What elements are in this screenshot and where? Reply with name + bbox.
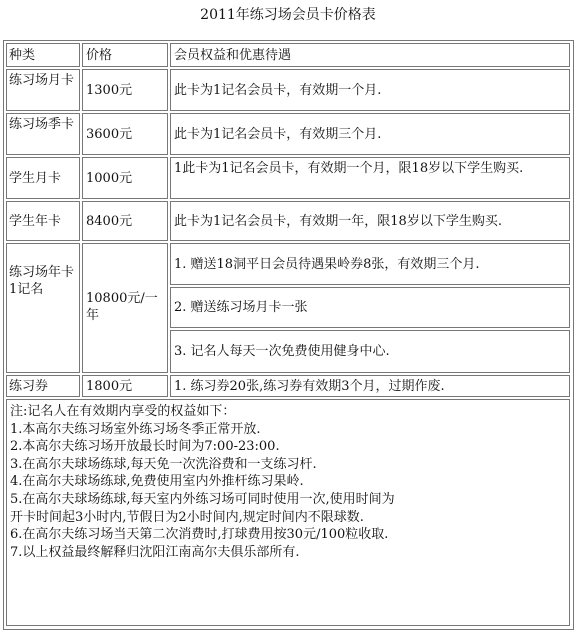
row-monthly-price: 1300元 — [82, 69, 168, 111]
header-benefits: 会员权益和优惠待遇 — [170, 43, 570, 67]
row-student-yearly-type: 学生年卡 — [6, 201, 80, 241]
header-type: 种类 — [6, 43, 80, 67]
row-student-monthly-benefit: 1此卡为1记名会员卡，有效期一个月，限18岁以下学生购买. — [170, 157, 570, 199]
row-quarterly-type: 练习场季卡 — [6, 113, 80, 155]
row-voucher-benefit: 1. 练习券20张,练习券有效期3个月，过期作废. — [170, 375, 570, 397]
row-voucher-type: 练习券 — [6, 375, 80, 397]
row-student-yearly-price: 8400元 — [82, 201, 168, 241]
row-annual-type: 练习场年卡 1记名 — [6, 243, 80, 373]
row-monthly-benefit: 此卡为1记名会员卡，有效期一个月. — [170, 69, 570, 111]
row-voucher-price: 1800元 — [82, 375, 168, 397]
row-annual-price: 10800元/一年 — [82, 243, 168, 373]
notes-cell — [6, 399, 570, 626]
note-line: 5.在高尔夫球场练球,每天室内外练习场可同时使用一次,使用时间为 — [10, 491, 395, 507]
row-annual-benefit-2: 2. 赠送练习场月卡一张 — [170, 287, 570, 328]
row-student-monthly-type: 学生月卡 — [6, 157, 80, 199]
note-line: 3.在高尔夫球场练球,每天免一次洗浴费和一支练习杆. — [10, 456, 317, 472]
row-monthly-type: 练习场月卡 — [6, 69, 80, 111]
row-student-yearly-benefit: 此卡为1记名会员卡，有效期一年，限18岁以下学生购买. — [170, 201, 570, 241]
note-line: 7.以上权益最终解释归沈阳江南高尔夫俱乐部所有. — [10, 544, 300, 560]
note-line: 4.在高尔夫球场练球,免费使用室内外推杆练习果岭. — [10, 474, 304, 490]
row-quarterly-benefit: 此卡为1记名会员卡，有效期三个月. — [170, 113, 570, 155]
note-line: 6.在高尔夫练习场当天第二次消费时,打球费用按30元/100粒收取. — [10, 527, 389, 543]
page-title: 2011年练习场会员卡价格表 — [200, 7, 376, 23]
row-annual-benefit-3: 3. 记名人每天一次免费使用健身中心. — [170, 330, 570, 373]
row-annual-benefit-1: 1. 赠送18洞平日会员待遇果岭券8张，有效期三个月. — [170, 243, 570, 285]
row-quarterly-price: 3600元 — [82, 113, 168, 155]
note-line: 1.本高尔夫练习场室外练习场冬季正常开放. — [10, 421, 261, 437]
note-line: 2.本高尔夫练习场开放最长时间为7:00-23:00. — [10, 439, 280, 455]
price-table — [3, 40, 574, 630]
note-line: 开卡时间起3小时内,节假日为2小时间内,规定时间内不限球数. — [10, 509, 364, 525]
note-line: 注:记名人在有效期内享受的权益如下： — [10, 404, 236, 419]
header-price: 价格 — [82, 43, 168, 67]
row-student-monthly-price: 1000元 — [82, 157, 168, 199]
